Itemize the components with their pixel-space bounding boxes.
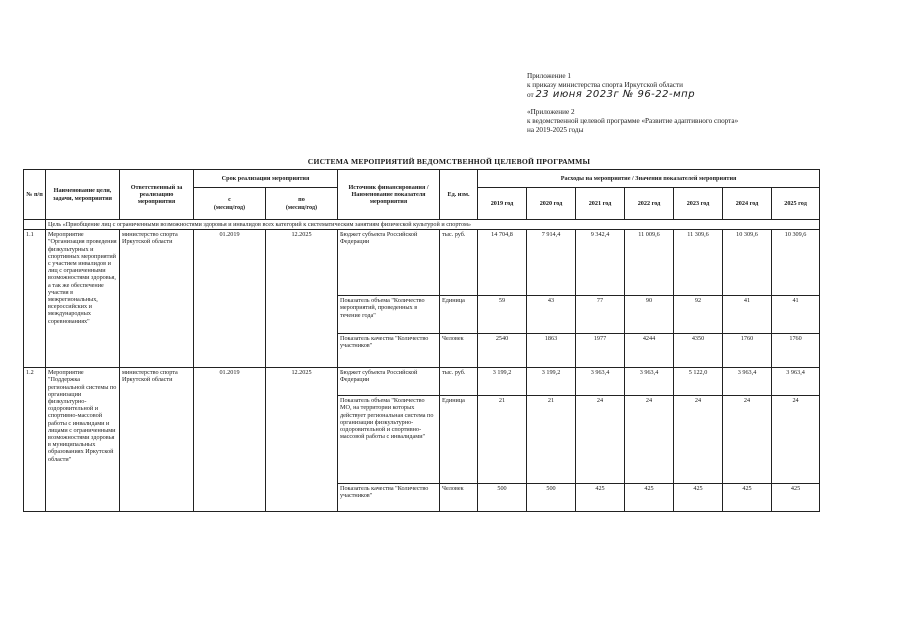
header-to-label: по xyxy=(298,196,305,204)
appendix1-line1: Приложение 1 xyxy=(527,72,571,80)
value-cell: 24 xyxy=(576,396,625,484)
goal-row: Цель «Приобщение лиц с ограниченными возможностями здоровья и инвалидов всех категорий к систематическим занятиям физической культурой и спортом» xyxy=(46,220,820,230)
value-cell: 5 122,0 xyxy=(674,368,723,396)
row-num: 1.2 xyxy=(24,368,46,512)
row-source: Показатель объема "Количество МО, на территории которых действует региональная система по организации физкультурно-оздоровительной и спортивно-массовой работы с инвалидами" xyxy=(338,396,440,484)
value-cell: 3 963,4 xyxy=(576,368,625,396)
appendix2-line1: «Приложение 2 xyxy=(527,108,575,116)
header-from-unit: (месяц/год) xyxy=(213,203,246,211)
value-cell: 1760 xyxy=(772,334,820,368)
header-responsible: Ответственный за реализацию мероприятия xyxy=(120,170,194,220)
header-year: 2019 год xyxy=(478,188,527,220)
header-to xyxy=(266,188,338,220)
handwritten-date-number: 23 июня 2023г № 96-22-мпр xyxy=(535,89,696,100)
value-cell: 77 xyxy=(576,296,625,334)
row-num: 1.1 xyxy=(24,230,46,368)
value-cell: 4350 xyxy=(674,334,723,368)
row-unit: тыс. руб. xyxy=(440,368,478,396)
table-row xyxy=(24,368,820,396)
value-cell: 41 xyxy=(723,296,772,334)
value-cell: 425 xyxy=(674,484,723,512)
appendix2-header xyxy=(527,108,777,135)
row-to: 12.2025 xyxy=(266,230,338,368)
row-source: Бюджет субъекта Российской Федерации xyxy=(338,368,440,396)
value-cell: 43 xyxy=(527,296,576,334)
value-cell: 3 199,2 xyxy=(527,368,576,396)
appendix1-from-prefix: от xyxy=(527,91,534,99)
appendix1-line3 xyxy=(527,90,767,100)
row-name: Мероприятие "Поддержка региональной системы по организации физкультурно-оздоровительной и спортивно-массовой работы с инвалидами и лицами с ограниченными возможностями здоровья в муниципальных образованиях Иркутской области" xyxy=(46,368,120,512)
row-source: Показатель качества "Количество участников" xyxy=(338,334,440,368)
row-from: 01.2019 xyxy=(194,230,266,368)
value-cell: 4244 xyxy=(625,334,674,368)
header-name: Наименование цели, задачи, мероприятия xyxy=(46,170,120,220)
value-cell: 425 xyxy=(772,484,820,512)
row-unit: Человек xyxy=(440,334,478,368)
value-cell: 7 914,4 xyxy=(527,230,576,296)
value-cell: 11 009,6 xyxy=(625,230,674,296)
value-cell: 425 xyxy=(625,484,674,512)
header-num: № п/п xyxy=(24,170,46,220)
value-cell: 24 xyxy=(723,396,772,484)
header-expenses: Расходы на мероприятие / Значения показателей мероприятия xyxy=(478,170,820,188)
row-unit: Единица xyxy=(440,396,478,484)
row-unit: Человек xyxy=(440,484,478,512)
row-unit: Единица xyxy=(440,296,478,334)
header-year: 2020 год xyxy=(527,188,576,220)
header-year: 2022 год xyxy=(625,188,674,220)
value-cell: 3 963,4 xyxy=(772,368,820,396)
row-source: Показатель объема "Количество мероприятий, проведенных в течение года" xyxy=(338,296,440,334)
appendix1-header xyxy=(527,72,767,100)
value-cell: 11 309,6 xyxy=(674,230,723,296)
value-cell: 24 xyxy=(674,396,723,484)
value-cell: 1760 xyxy=(723,334,772,368)
header-from-label: с xyxy=(228,196,231,204)
header-from xyxy=(194,188,266,220)
value-cell: 500 xyxy=(478,484,527,512)
value-cell: 10 309,6 xyxy=(772,230,820,296)
value-cell: 10 309,6 xyxy=(723,230,772,296)
value-cell: 500 xyxy=(527,484,576,512)
row-from: 01.2019 xyxy=(194,368,266,512)
value-cell: 1977 xyxy=(576,334,625,368)
row-name: Мероприятие "Организация проведения физкультурных и спортивных мероприятий с участием инвалидов и лиц с ограниченными возможностями здоровья, а так же обеспечение участия в межрегиональных, всероссийских и международных соревнованиях" xyxy=(46,230,120,368)
value-cell: 3 199,2 xyxy=(478,368,527,396)
value-cell: 24 xyxy=(625,396,674,484)
row-unit: тыс. руб. xyxy=(440,230,478,296)
value-cell: 24 xyxy=(772,396,820,484)
value-cell: 59 xyxy=(478,296,527,334)
program-table xyxy=(23,169,820,512)
header-period: Срок реализации мероприятия xyxy=(194,170,338,188)
header-source: Источник финансирования / Наименование показателя мероприятия xyxy=(338,170,440,220)
header-year: 2025 год xyxy=(772,188,820,220)
value-cell: 21 xyxy=(527,396,576,484)
row-to: 12.2025 xyxy=(266,368,338,512)
value-cell: 3 963,4 xyxy=(625,368,674,396)
row-source: Показатель качества "Количество участников" xyxy=(338,484,440,512)
row-responsible: министерство спорта Иркутской области xyxy=(120,230,194,368)
value-cell: 1863 xyxy=(527,334,576,368)
header-unit: Ед. изм. xyxy=(440,170,478,220)
appendix2-line2: к ведомственной целевой программе «Развитие адаптивного спорта» xyxy=(527,117,739,125)
header-year: 2024 год xyxy=(723,188,772,220)
row-responsible: министерство спорта Иркутской области xyxy=(120,368,194,512)
value-cell: 425 xyxy=(723,484,772,512)
value-cell: 21 xyxy=(478,396,527,484)
header-to-unit: (месяц/год) xyxy=(285,203,318,211)
value-cell: 2540 xyxy=(478,334,527,368)
goal-num-cell xyxy=(24,220,46,230)
document-title: СИСТЕМА МЕРОПРИЯТИЙ ВЕДОМСТВЕННОЙ ЦЕЛЕВОЙ ПРОГРАММЫ xyxy=(307,157,591,166)
value-cell: 14 704,8 xyxy=(478,230,527,296)
header-year: 2023 год xyxy=(674,188,723,220)
appendix2-line3: на 2019-2025 годы xyxy=(527,126,584,134)
appendix1-line2: к приказу министерства спорта Иркутской области xyxy=(527,81,683,89)
value-cell: 3 963,4 xyxy=(723,368,772,396)
value-cell: 425 xyxy=(576,484,625,512)
value-cell: 9 342,4 xyxy=(576,230,625,296)
value-cell: 92 xyxy=(674,296,723,334)
header-year: 2021 год xyxy=(576,188,625,220)
value-cell: 41 xyxy=(772,296,820,334)
value-cell: 90 xyxy=(625,296,674,334)
table-row xyxy=(24,230,820,296)
row-source: Бюджет субъекта Российской Федерации xyxy=(338,230,440,296)
